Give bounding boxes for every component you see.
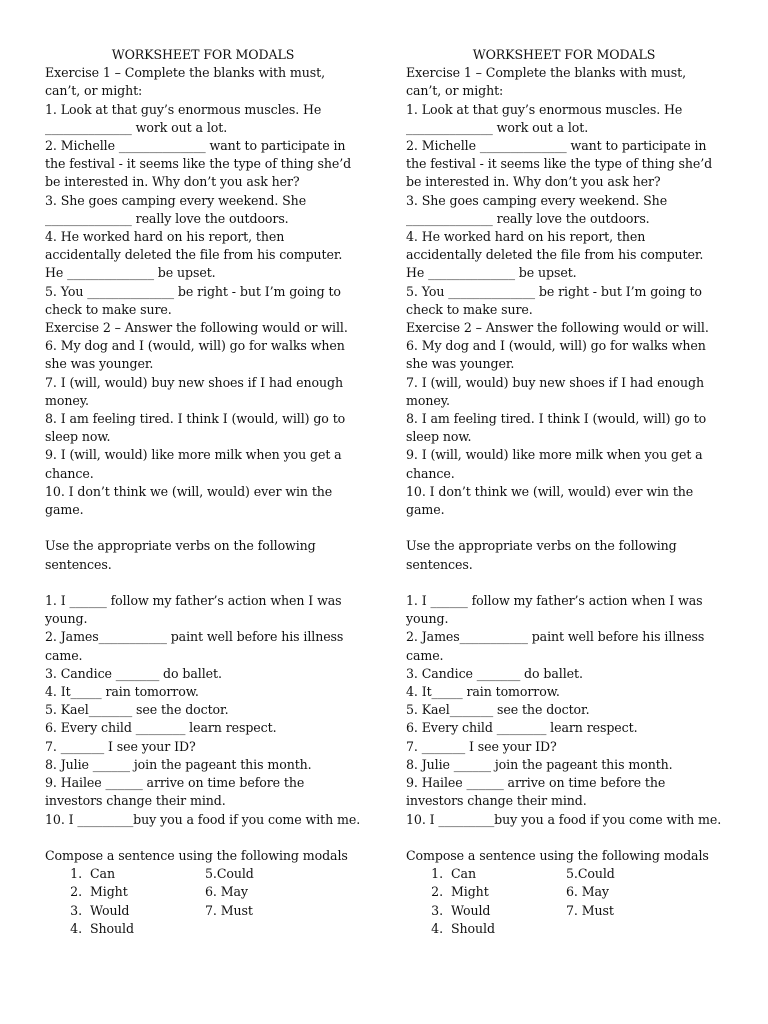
modal-list <box>45 865 361 938</box>
exercise3-item: 1. I ______ follow my father’s action when I was young. <box>406 593 703 627</box>
worksheet-right <box>406 46 722 938</box>
spacer <box>406 829 722 847</box>
exercise2-item: 10. I don’t think we (will, would) ever win the game. <box>406 483 694 518</box>
modal-item <box>205 883 325 901</box>
exercise3-item: 9. Hailee ______ arrive on time before the investors change their mind. <box>45 775 305 809</box>
modal-item <box>406 883 566 901</box>
modal-item <box>45 920 205 938</box>
exercise1-item: 3. She goes camping every weekend. She ______________ really love the outdoors. <box>406 192 668 226</box>
exercise2-item: 8. I am feeling tired. I think I (would, will) go to sleep now. <box>45 411 346 445</box>
modal-word: Would <box>90 902 130 918</box>
exercise3-item: 3. Candice _______ do ballet. <box>45 665 222 681</box>
exercise3-item: 10. I _________buy you a food if you come with me. <box>406 811 722 827</box>
modal-word: Should <box>90 920 134 936</box>
modal-word: 6. May <box>205 884 248 900</box>
exercise1-item: 4. He worked hard on his report, then accidentally deleted the file from his computer. He ______________ be upset. <box>406 229 704 281</box>
spacer <box>45 829 361 847</box>
exercise2-heading: Exercise 2 – Answer the following would or will. <box>406 320 709 336</box>
modal-word: Should <box>451 920 495 936</box>
worksheet-title: WORKSHEET FOR MODALS <box>111 47 295 62</box>
modal-word: Can <box>451 866 476 882</box>
exercise3-item: 2. James___________ paint well before his illness came. <box>45 629 344 663</box>
exercise3-item: 9. Hailee ______ arrive on time before the investors change their mind. <box>406 775 666 809</box>
modal-number: 1. <box>70 866 82 882</box>
modal-list <box>406 865 722 938</box>
exercise2-item: 6. My dog and I (would, will) go for walks when she was younger. <box>45 338 345 372</box>
exercise2-item: 7. I (will, would) buy new shoes if I had enough money. <box>406 374 704 408</box>
exercise3-item: 10. I _________buy you a food if you come with me. <box>45 811 361 827</box>
exercise3-item: 1. I ______ follow my father’s action when I was young. <box>45 593 342 627</box>
exercise3-item: 4. It_____ rain tomorrow. <box>45 684 199 700</box>
exercise4-heading: Compose a sentence using the following modals <box>45 847 348 863</box>
modal-number: 2. <box>70 884 82 900</box>
exercise3-item: 4. It_____ rain tomorrow. <box>406 684 560 700</box>
modal-word: Might <box>451 884 489 900</box>
modal-item <box>45 865 205 883</box>
exercise1-item: 1. Look at that guy’s enormous muscles. He ______________ work out a lot. <box>45 101 322 135</box>
modal-item <box>566 902 686 920</box>
modal-item <box>45 883 205 901</box>
exercise2-heading: Exercise 2 – Answer the following would or will. <box>45 320 348 336</box>
exercise2-item: 7. I (will, would) buy new shoes if I had enough money. <box>45 374 343 408</box>
worksheet-title: WORKSHEET FOR MODALS <box>472 47 656 62</box>
modal-word: 5.Could <box>205 866 254 882</box>
modal-word: 7. Must <box>205 902 253 918</box>
exercise2-item: 9. I (will, would) like more milk when you get a chance. <box>45 447 342 481</box>
exercise1-item: 1. Look at that guy’s enormous muscles. He ______________ work out a lot. <box>406 101 683 135</box>
exercise1-item: 5. You ______________ be right - but I’m going to check to make sure. <box>45 283 341 317</box>
spacer <box>406 574 722 592</box>
exercise2-item: 9. I (will, would) like more milk when you get a chance. <box>406 447 703 481</box>
exercise2-item: 8. I am feeling tired. I think I (would, will) go to sleep now. <box>406 411 707 445</box>
exercise1-item: 4. He worked hard on his report, then accidentally deleted the file from his computer. He ______________ be upset. <box>45 229 343 281</box>
modal-word: 5.Could <box>566 866 615 882</box>
modal-item <box>205 902 325 920</box>
spacer <box>45 519 361 537</box>
modal-item <box>566 883 686 901</box>
modal-item <box>406 865 566 883</box>
exercise3-item: 5. Kael_______ see the doctor. <box>45 702 229 718</box>
exercise3-item: 3. Candice _______ do ballet. <box>406 665 583 681</box>
exercise3-item: 5. Kael_______ see the doctor. <box>406 702 590 718</box>
exercise4-heading: Compose a sentence using the following modals <box>406 847 709 863</box>
modal-number: 3. <box>431 902 443 918</box>
exercise2-item: 6. My dog and I (would, will) go for walks when she was younger. <box>406 338 706 372</box>
modal-number: 3. <box>70 902 82 918</box>
modal-number: 4. <box>431 920 443 936</box>
exercise3-item: 8. Julie ______ join the pageant this month. <box>45 756 312 772</box>
modal-number: 4. <box>70 920 82 936</box>
exercise1-item: 2. Michelle ______________ want to participate in the festival - it seems like the type of thing she’d be interested in. Why don’t you ask her? <box>406 138 713 190</box>
modal-word: 6. May <box>566 884 609 900</box>
exercise2-item: 10. I don’t think we (will, would) ever win the game. <box>45 483 333 518</box>
exercise1-item: 2. Michelle ______________ want to participate in the festival - it seems like the type of thing she’d be interested in. Why don’t you ask her? <box>45 138 352 190</box>
modal-item <box>566 865 686 883</box>
modal-word: Might <box>90 884 128 900</box>
exercise3-heading: Use the appropriate verbs on the following sentences. <box>406 538 677 572</box>
spacer <box>45 574 361 592</box>
spacer <box>406 519 722 537</box>
modal-number: 1. <box>431 866 443 882</box>
exercise3-item: 7. _______ I see your ID? <box>45 738 196 754</box>
modal-item <box>406 902 566 920</box>
modal-item <box>205 865 325 883</box>
exercise1-heading: Exercise 1 – Complete the blanks with must, can’t, or might: <box>406 65 687 99</box>
exercise1-item: 5. You ______________ be right - but I’m going to check to make sure. <box>406 283 702 317</box>
exercise3-item: 2. James___________ paint well before his illness came. <box>406 629 705 663</box>
exercise3-item: 6. Every child ________ learn respect. <box>45 720 277 736</box>
exercise3-item: 6. Every child ________ learn respect. <box>406 720 638 736</box>
exercise1-item: 3. She goes camping every weekend. She ______________ really love the outdoors. <box>45 192 307 226</box>
exercise3-heading: Use the appropriate verbs on the following sentences. <box>45 538 316 572</box>
modal-word: Can <box>90 866 115 882</box>
modal-number: 2. <box>431 884 443 900</box>
worksheet-left <box>45 46 361 938</box>
modal-item <box>406 920 566 938</box>
modal-word: Would <box>451 902 491 918</box>
exercise3-item: 8. Julie ______ join the pageant this month. <box>406 756 673 772</box>
exercise1-heading: Exercise 1 – Complete the blanks with must, can’t, or might: <box>45 65 326 99</box>
modal-item <box>45 902 205 920</box>
exercise3-item: 7. _______ I see your ID? <box>406 738 557 754</box>
modal-word: 7. Must <box>566 902 614 918</box>
